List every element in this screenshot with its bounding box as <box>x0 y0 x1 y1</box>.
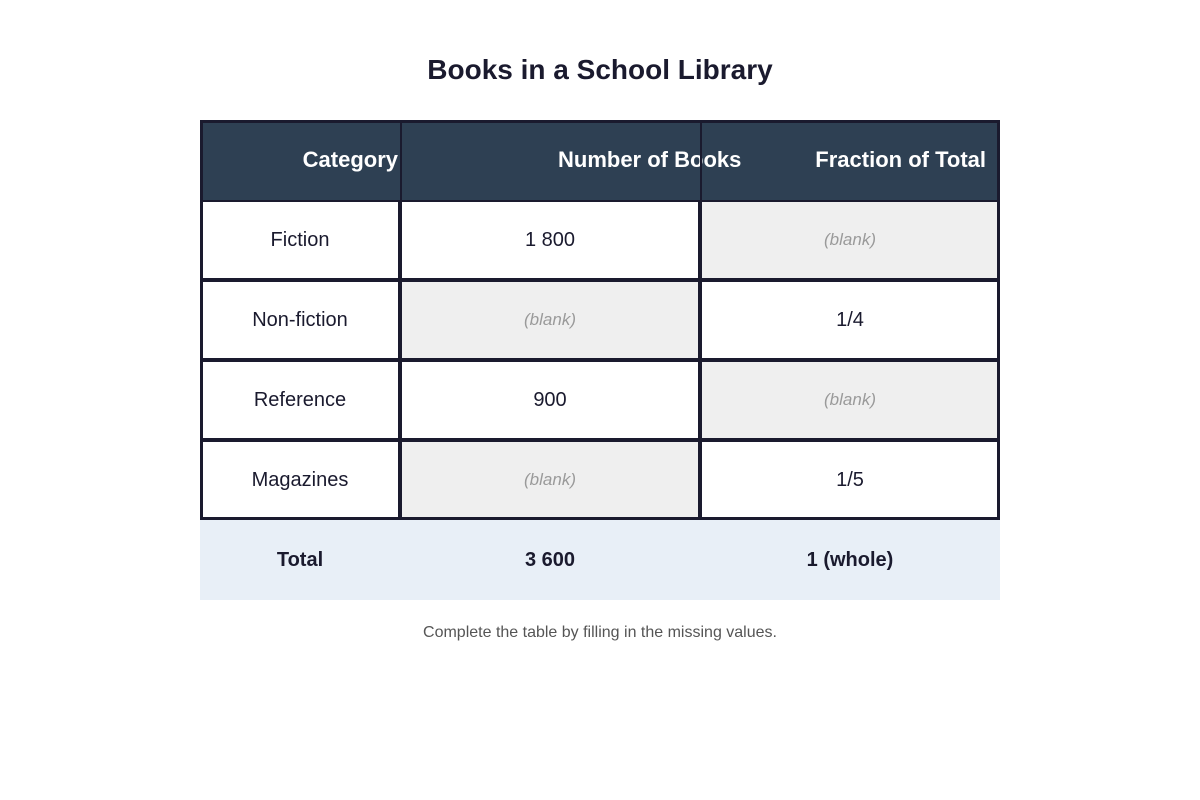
column-header-fraction-of-total: Fraction of Total <box>815 147 986 172</box>
blank-cell-number-of-books: (blank) <box>400 280 700 360</box>
column-header-category: Category <box>302 147 398 172</box>
instruction-note: Complete the table by filling in the missing values. <box>423 624 777 641</box>
total-cell-category: Total <box>200 520 400 600</box>
table-cell-fraction-of-total: 1/4 <box>700 280 1000 360</box>
table-cell-category: Magazines <box>200 440 400 520</box>
table-cell-fraction-of-total: 1/5 <box>700 440 1000 520</box>
table-cell-category: Reference <box>200 360 400 440</box>
table-cell-number-of-books: 1 800 <box>400 200 700 280</box>
blank-cell-fraction-of-total: (blank) <box>700 200 1000 280</box>
blank-cell-number-of-books: (blank) <box>400 440 700 520</box>
table-cell-category: Non-fiction <box>200 280 400 360</box>
total-cell-fraction-of-total: 1 (whole) <box>700 520 1000 600</box>
page-title: Books in a School Library <box>427 54 773 85</box>
table-cell-category: Fiction <box>200 200 400 280</box>
total-cell-number-of-books: 3 600 <box>400 520 700 600</box>
blank-cell-fraction-of-total: (blank) <box>700 360 1000 440</box>
table-cell-number-of-books: 900 <box>400 360 700 440</box>
column-header-number-of-books: Number of Books <box>400 120 900 200</box>
